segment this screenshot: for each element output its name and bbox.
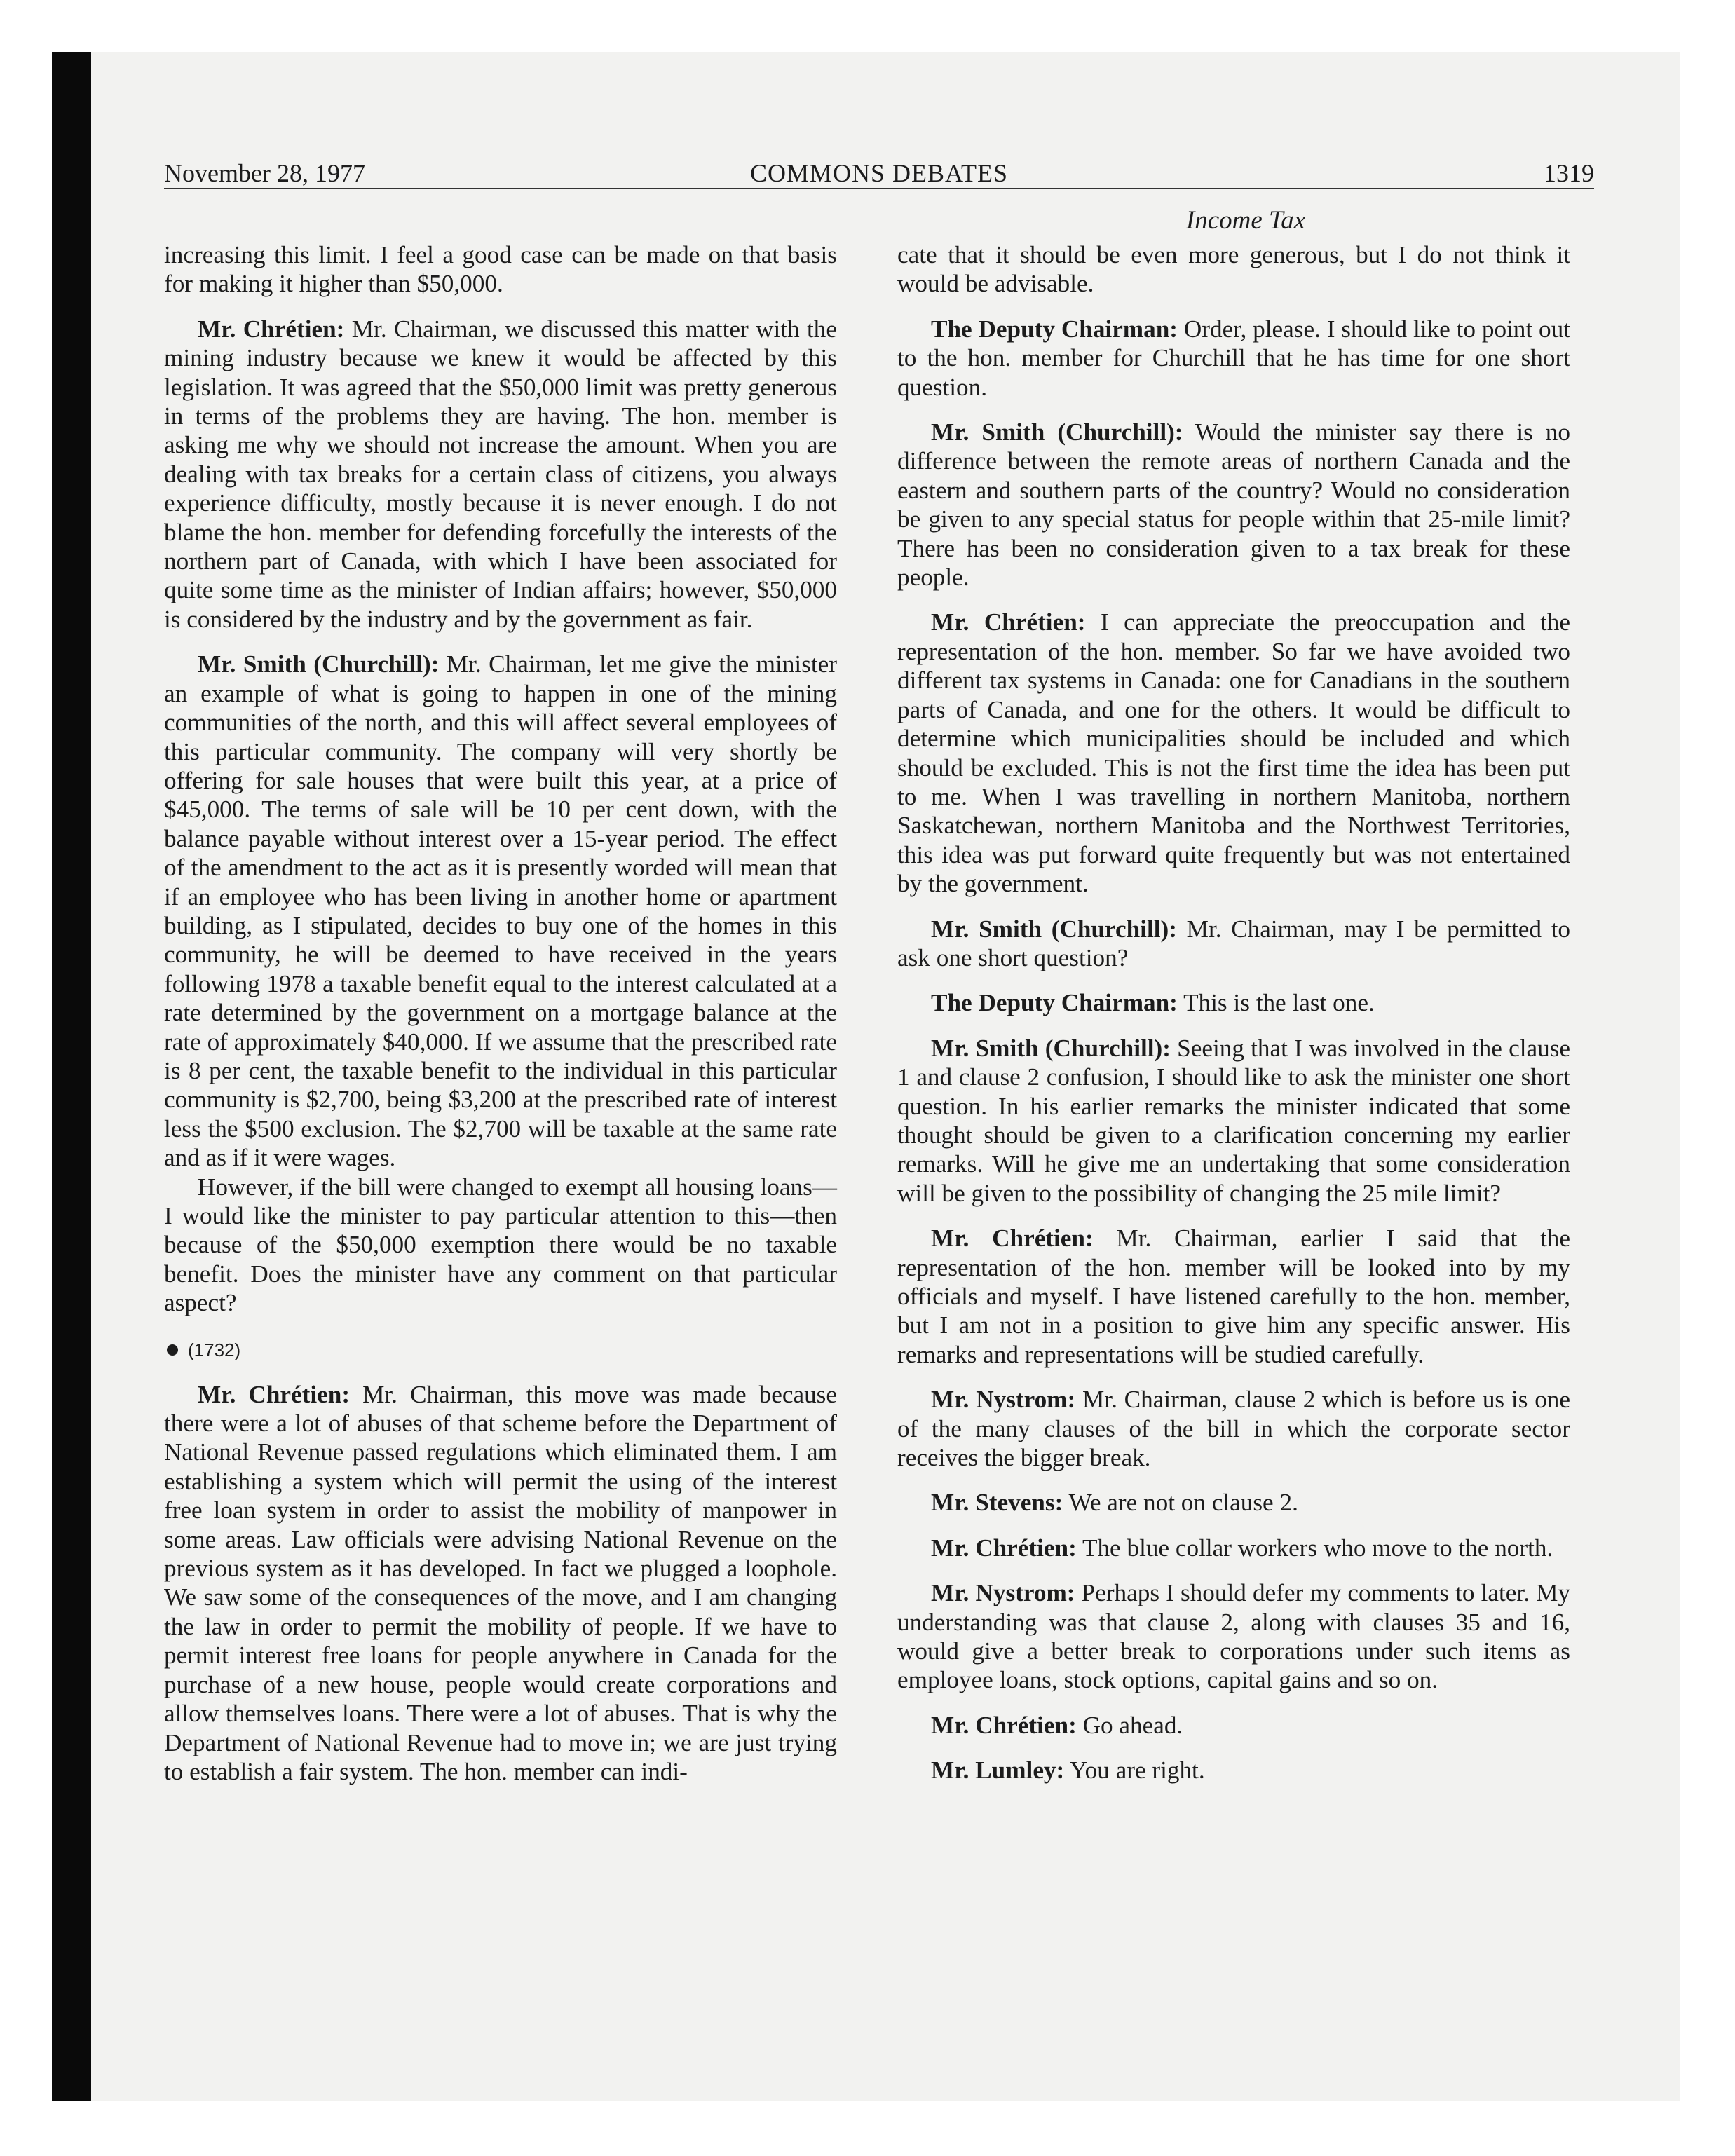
speaker-name: Mr. Chrétien: <box>198 315 345 343</box>
speaker-name: Mr. Nystrom: <box>931 1579 1075 1607</box>
speech-paragraph <box>897 1488 1570 1517</box>
time-marker <box>164 1336 837 1364</box>
speech-text: Mr. Chairman, let me give the minister an example of what is going to happen in one of the mining communities of the north, and this will affect several employees of this particular community. The company will very shortly be offering for sale houses that were built this year, at a price of $45,000. The terms of sale will be 10 per cent down, with the balance payable without interest over a 15-year period. The effect of the amendment to the act as it is presently worded will mean that if an employee who has been living in another home or apartment building, as I stipulated, decides to buy one of the homes in this community, he will be deemed to have received in the years following 1978 a taxable benefit equal to the interest calculated at a rate determined by the government on a mortgage balance at the rate of approximately $40,000. If we assume that the prescribed rate is 8 per cent, the taxable benefit to the individual in this particular community is $2,700, being $3,200 at the prescribed rate of interest less the $500 exclusion. The $2,700 will be taxable at the same rate and as if it were wages. <box>164 650 837 1172</box>
speaker-name: Mr. Smith (Churchill): <box>931 1034 1171 1062</box>
speech-paragraph <box>897 418 1570 592</box>
header-journal-title: COMMONS DEBATES <box>749 159 1009 187</box>
speech-text: Go ahead. <box>1076 1711 1183 1739</box>
binding-edge-shadow <box>52 52 91 2101</box>
speech-paragraph <box>164 650 837 1172</box>
speaker-name: Mr. Lumley: <box>931 1756 1065 1785</box>
speech-paragraph <box>897 988 1570 1017</box>
running-header <box>164 156 1594 191</box>
speech-paragraph <box>164 315 837 634</box>
speaker-name: Mr. Smith (Churchill): <box>931 915 1177 943</box>
speaker-name: The Deputy Chairman: <box>931 989 1178 1017</box>
speech-paragraph <box>897 1385 1570 1472</box>
speech-paragraph <box>897 1034 1570 1208</box>
speech-paragraph: However, if the bill were changed to exempt all housing loans—I would like the minister to pay particular attention to this—then because of the $50,000 exemption there would be no taxable benefit. Does the minister have any comment on that particular aspect? <box>164 1173 837 1317</box>
speech-paragraph <box>897 1224 1570 1369</box>
speaker-name: Mr. Chrétien: <box>931 1534 1077 1562</box>
speech-text: Mr. Chairman, earlier I said that the representation of the hon. member will be looked into by my officials and myself. I have listened carefully to the hon. member, but I am not in a position to give him any specific answer. His remarks and representations will be studied carefully. <box>897 1224 1571 1368</box>
speech-text: This is the last one. <box>1177 989 1375 1017</box>
speech-text: Seeing that I was involved in the clause 1 and clause 2 confusion, I should like to ask the minister one short question. In his earlier remarks the minister indicated that some thought should be given to a clarification concerning my earlier remarks. Will he give me an undertaking that some consideration will be given to the possibility of changing the 25 mile limit? <box>897 1034 1571 1207</box>
speaker-name: The Deputy Chairman: <box>931 315 1178 343</box>
speaker-name: Mr. Chrétien: <box>931 1224 1094 1253</box>
speech-paragraph <box>897 1578 1570 1695</box>
paragraph-continuation: increasing this limit. I feel a good case can be made on that basis for making it higher than $50,000. <box>164 241 837 298</box>
speech-paragraph <box>164 1380 837 1787</box>
header-rule <box>164 188 1594 189</box>
speaker-name: Mr. Chrétien: <box>931 608 1086 636</box>
bullet-icon <box>167 1344 178 1356</box>
speech-paragraph <box>897 1756 1570 1785</box>
section-title: Income Tax <box>1185 206 1306 235</box>
speaker-name: Mr. Stevens: <box>931 1489 1063 1517</box>
speech-text: Order, please. I should like to point out to the hon. member for Churchill that he has time for one short question. <box>897 315 1570 401</box>
speaker-name: Mr. Smith (Churchill): <box>198 650 440 678</box>
speech-text: Would the minister say there is no difference between the remote areas of northern Canada and the eastern and southern parts of the country? Would no consideration be given to any special status for people within that 25-mile limit? There has been no consideration given to a tax break for these people. <box>897 418 1570 592</box>
speech-text: Perhaps I should defer my comments to later. My understanding was that clause 2, along with clauses 35 and 16, would give a better break to corporations under such items as employee loans, stock options, capital gains and so on. <box>897 1579 1570 1694</box>
speech-text: Mr. Chairman, may I be permitted to ask one short question? <box>897 915 1570 971</box>
speech-paragraph <box>897 1534 1570 1562</box>
speech-text: I can appreciate the preoccupation and the representation of the hon. member. So far we have avoided two different tax systems in Canada: one for Canadians in the southern parts of Canada, and one for the others. It would be difficult to determine which municipalities should be included and which should be excluded. This is not the first time the idea has been put to me. When I was travelling in northern Manitoba, northern Saskatchewan, northern Manitoba and the Northwest Territories, this idea was put forward quite frequently but was not entertained by the government. <box>897 608 1571 898</box>
speech-text: You are right. <box>1064 1756 1205 1785</box>
speech-text: The blue collar workers who move to the north. <box>1076 1534 1553 1562</box>
paragraph-continuation: cate that it should be even more generous, but I do not think it would be advisable. <box>897 241 1570 298</box>
speech-text: We are not on clause 2. <box>1063 1489 1298 1517</box>
header-page-number: 1319 <box>1544 159 1594 187</box>
speaker-name: Mr. Chrétien: <box>931 1711 1077 1739</box>
speaker-name: Mr. Nystrom: <box>931 1386 1076 1414</box>
right-column <box>897 240 1570 1785</box>
time-marker-text: (1732) <box>188 1339 241 1360</box>
speech-text: Mr. Chairman, this move was made because there were a lot of abuses of that scheme before the Department of National Revenue passed regulations which eliminated them. I am establishing a system which will permit the using of the interest free loan system in order to assist the mobility of manpower in some areas. Law officials were advising National Revenue on the previous system as it has developed. In fact we plugged a loophole. We saw some of the consequences of the move, and I am changing the law in order to permit the mobility of people. If we have to permit interest free loans for people anywhere in Canada for the purchase of a new house, people would create corporations and allow themselves loans. There were a lot of abuses. That is why the Department of National Revenue had to move in; we are just trying to establish a fair system. The hon. member can indi- <box>164 1380 837 1785</box>
speech-paragraph <box>897 1711 1570 1740</box>
speech-paragraph <box>897 315 1570 402</box>
speaker-name: Mr. Chrétien: <box>198 1380 351 1408</box>
header-date: November 28, 1977 <box>164 159 365 187</box>
speech-paragraph <box>897 608 1570 898</box>
left-column <box>164 240 837 1786</box>
speech-text: Mr. Chairman, we discussed this matter with the mining industry because we knew it would be affected by this legislation. It was agreed that the $50,000 limit was pretty generous in terms of the problems they are having. The hon. member is asking me why we should not increase the amount. When you are dealing with tax breaks for a certain class of citizens, you always experience difficulty, mostly because it is never enough. I do not blame the hon. member for defending forcefully the interests of the northern part of Canada, with which I have been associated for quite some time as the minister of Indian affairs; however, $50,000 is considered by the industry and by the government as fair. <box>164 315 837 633</box>
speech-text: Mr. Chairman, clause 2 which is before us is one of the many clauses of the bill in which the corporate sector receives the bigger break. <box>897 1386 1570 1472</box>
speaker-name: Mr. Smith (Churchill): <box>931 418 1183 446</box>
speech-paragraph <box>897 915 1570 973</box>
